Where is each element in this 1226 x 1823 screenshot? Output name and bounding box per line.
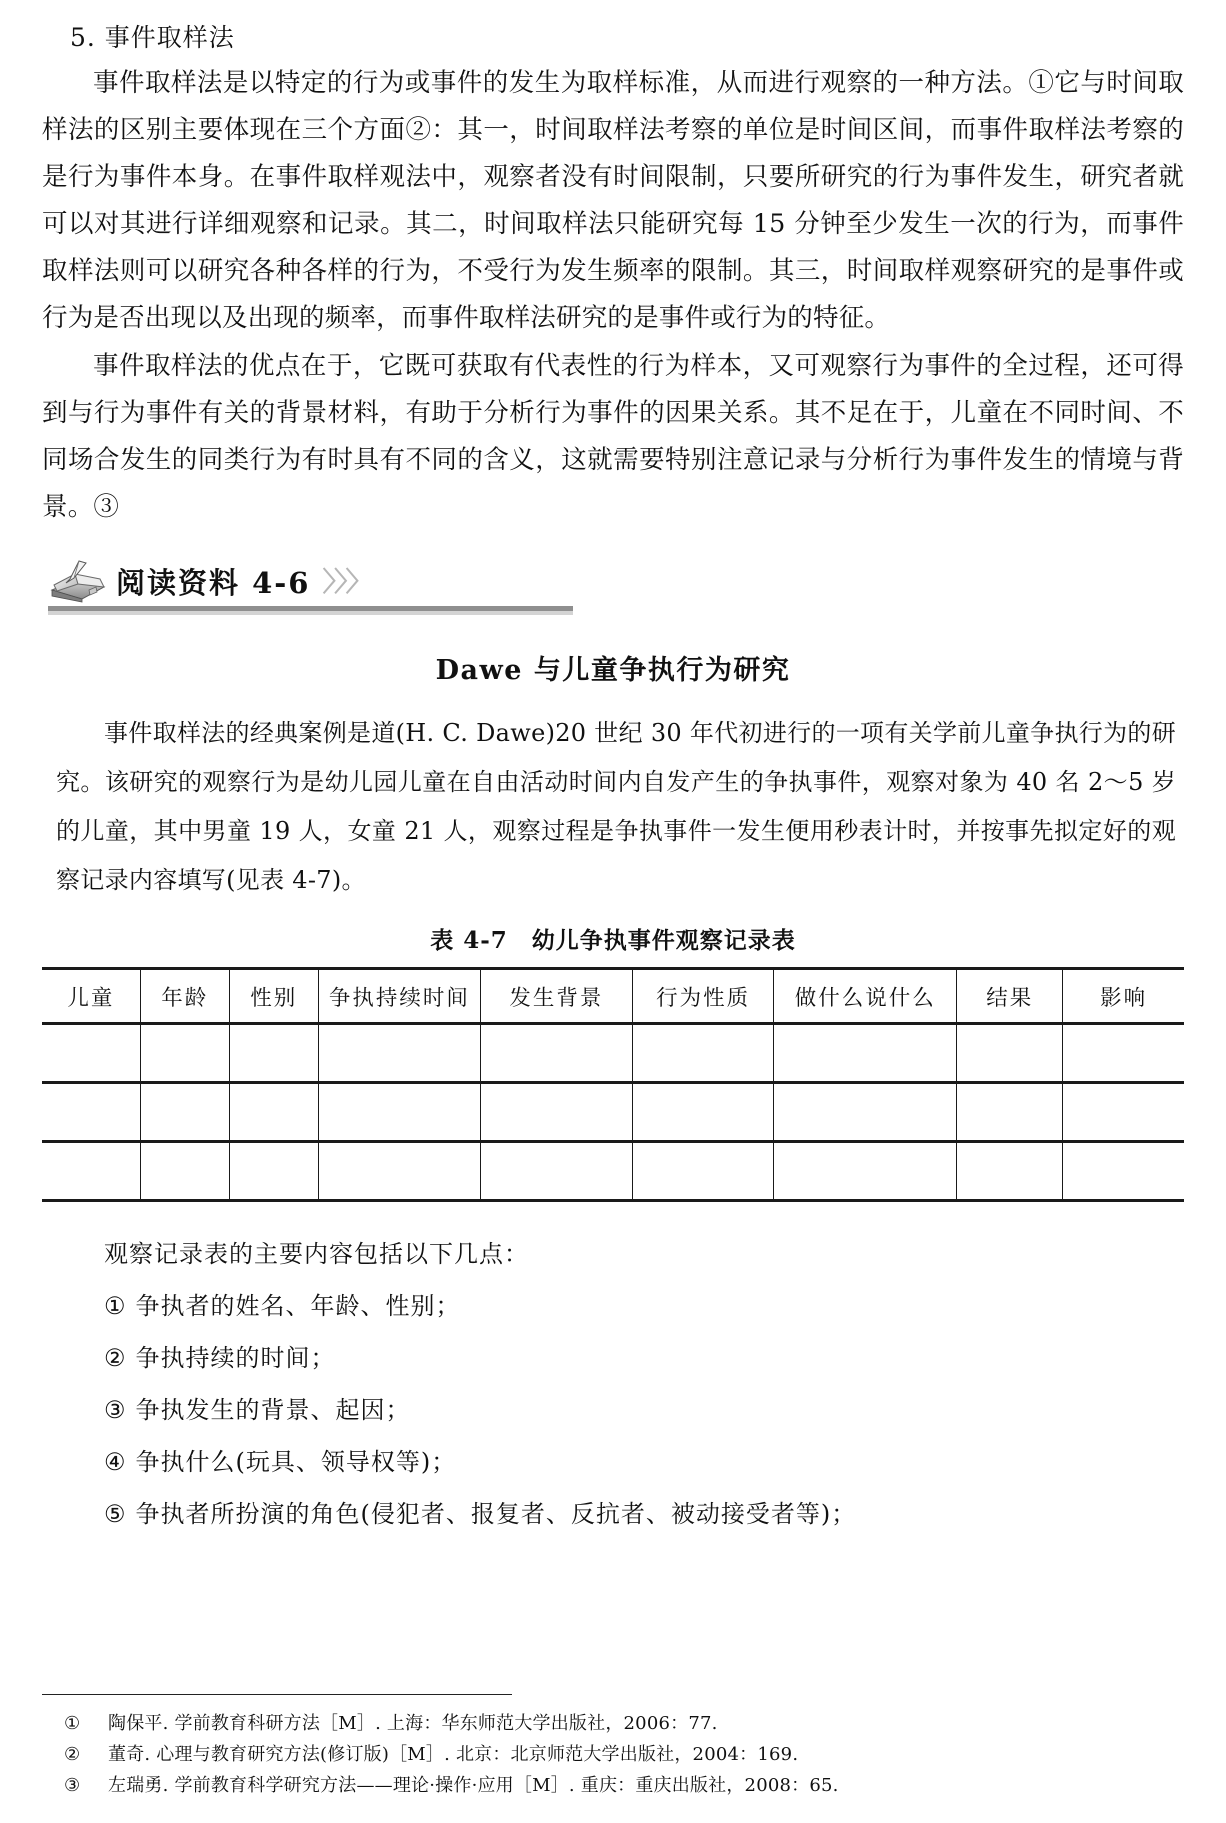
table-cell[interactable] xyxy=(480,1143,632,1199)
table-cell[interactable] xyxy=(957,1143,1063,1199)
observation-table-body-2 xyxy=(42,1084,1184,1140)
reading-material-paragraph: 事件取样法的经典案例是道(H. C. Dawe)20 世纪 30 年代初进行的一项有关学前儿童争执行为的研究。该研究的观察行为是幼儿园儿童在自由活动时间内自发产生的争执事件，观察对象为 40 名 2～5 岁的儿童，其中男童 19 人，女童 21 人，观察过程是争执事件一发生便用秒表计时，并按事先拟定好的观察记录内容填写(见表 4-7)。 xyxy=(56,719,1176,894)
list-item-label: 争执者所扮演的角色(侵犯者、报复者、反抗者、被动接受者等)； xyxy=(135,1500,857,1528)
section-heading: 5. 事件取样法 xyxy=(70,23,235,52)
chevron-right-triple-icon: 〉〉〉 xyxy=(322,567,371,598)
table-cell[interactable] xyxy=(480,1084,632,1140)
table-cell[interactable] xyxy=(318,1084,480,1140)
table-cell[interactable] xyxy=(42,1143,140,1199)
table-cell[interactable] xyxy=(957,1025,1063,1081)
table-cell[interactable] xyxy=(1063,1084,1184,1140)
table-cell[interactable] xyxy=(957,1084,1063,1140)
table-cell[interactable] xyxy=(632,1025,774,1081)
table-cell[interactable] xyxy=(42,1084,140,1140)
table-cell[interactable] xyxy=(229,1084,318,1140)
table-caption: 表 4-7 幼儿争执事件观察记录表 xyxy=(430,927,796,954)
list-item-label: 争执发生的背景、起因； xyxy=(135,1396,411,1424)
observation-table xyxy=(42,970,1184,1022)
table-header-cell: 争执持续时间 xyxy=(318,970,480,1022)
table-cell[interactable] xyxy=(774,1025,957,1081)
body-paragraph-1: 事件取样法是以特定的行为或事件的发生为取样标准，从而进行观察的一种方法。①它与时间取样法的区别主要体现在三个方面②：其一，时间取样法考察的单位是时间区间，而事件取样法考察的是行为事件本身。在事件取样观法中，观察者没有时间限制，只要所研究的行为事件发生，研究者就可以对其进行详细观察和记录。其二，时间取样法只能研究每 15 分钟至少发生一次的行为，而事件取样法则可以研究各种各样的行为，不受行为发生频率的限制。其三，时间取样观察研究的是事件或行为是否出现以及出现的频率，而事件取样法研究的是事件或行为的特征。 xyxy=(42,68,1184,333)
list-item xyxy=(104,1436,1184,1488)
list-marker: ② xyxy=(104,1344,127,1372)
table-cell[interactable] xyxy=(480,1025,632,1081)
reading-material-banner xyxy=(48,553,573,615)
list-intro: 观察记录表的主要内容包括以下几点： xyxy=(104,1240,529,1268)
reading-material-title: Dawe 与儿童争执行为研究 xyxy=(435,655,791,686)
table-header-cell: 儿童 xyxy=(42,970,140,1022)
list-item xyxy=(104,1488,1184,1540)
table-row[interactable] xyxy=(42,1084,1184,1140)
table-cell[interactable] xyxy=(229,1025,318,1081)
footnote-text: 左瑞勇. 学前教育科学研究方法——理论·操作·应用［M］. 重庆：重庆出版社，2008：65. xyxy=(108,1775,839,1796)
list-item-label: 争执者的姓名、年龄、性别； xyxy=(135,1292,461,1320)
table-cell[interactable] xyxy=(774,1084,957,1140)
footnote xyxy=(64,1739,1184,1770)
banner-divider xyxy=(48,606,573,615)
table-header-cell: 做什么说什么 xyxy=(774,970,957,1022)
footnote-marker: ① xyxy=(64,1713,81,1734)
table-cell[interactable] xyxy=(318,1025,480,1081)
list-marker: ③ xyxy=(104,1396,127,1424)
table-header-row xyxy=(42,970,1184,1022)
footnote-area xyxy=(42,1694,1184,1802)
footnote-text: 陶保平. 学前教育科研方法［M］. 上海：华东师范大学出版社，2006：77. xyxy=(108,1713,718,1734)
table-cell[interactable] xyxy=(774,1143,957,1199)
table-header-cell: 结果 xyxy=(957,970,1063,1022)
table-cell[interactable] xyxy=(229,1143,318,1199)
list-item xyxy=(104,1384,1184,1436)
banner-title: 阅读资料 4-6 xyxy=(116,566,311,600)
list-marker: ④ xyxy=(104,1448,127,1476)
observation-table-wrapper xyxy=(42,967,1184,1202)
table-header-cell: 行为性质 xyxy=(632,970,774,1022)
table-cell[interactable] xyxy=(632,1143,774,1199)
observation-table-body-1 xyxy=(42,1025,1184,1081)
body-paragraph-2: 事件取样法的优点在于，它既可获取有代表性的行为样本，又可观察行为事件的全过程，还可得到与行为事件有关的背景材料，有助于分析行为事件的因果关系。其不足在于，儿童在不同时间、不同场合发生的同类行为有时具有不同的含义，这就需要特别注意记录与分析行为事件发生的情境与背景。③ xyxy=(42,351,1184,522)
list-item-label: 争执持续的时间； xyxy=(135,1344,336,1372)
footnote xyxy=(64,1770,1184,1801)
footnote-marker: ③ xyxy=(64,1775,81,1796)
list-item xyxy=(104,1280,1184,1332)
table-header-cell: 影响 xyxy=(1063,970,1184,1022)
table-cell[interactable] xyxy=(1063,1025,1184,1081)
observation-table-body-3 xyxy=(42,1143,1184,1199)
footnote-divider xyxy=(42,1694,512,1696)
table-cell[interactable] xyxy=(42,1025,140,1081)
list-item xyxy=(104,1332,1184,1384)
table-row[interactable] xyxy=(42,1025,1184,1081)
table-cell[interactable] xyxy=(140,1084,229,1140)
table-header-cell: 性别 xyxy=(229,970,318,1022)
table-row[interactable] xyxy=(42,1143,1184,1199)
table-cell[interactable] xyxy=(632,1084,774,1140)
footnote xyxy=(64,1708,1184,1739)
list-marker: ① xyxy=(104,1292,127,1320)
list-item-label: 争执什么(玩具、领导权等)； xyxy=(135,1448,457,1476)
table-header-cell: 发生背景 xyxy=(480,970,632,1022)
table-cell[interactable] xyxy=(140,1143,229,1199)
table-cell[interactable] xyxy=(1063,1143,1184,1199)
table-cell[interactable] xyxy=(318,1143,480,1199)
banner-row xyxy=(48,553,573,603)
table-cell[interactable] xyxy=(140,1025,229,1081)
footnote-marker: ② xyxy=(64,1744,81,1765)
footnote-text: 董奇. 心理与教育研究方法(修订版)［M］. 北京：北京师范大学出版社，2004：169. xyxy=(108,1744,799,1765)
open-book-quill-icon xyxy=(48,557,108,603)
list-marker: ⑤ xyxy=(104,1500,127,1528)
table-header-cell: 年龄 xyxy=(140,970,229,1022)
